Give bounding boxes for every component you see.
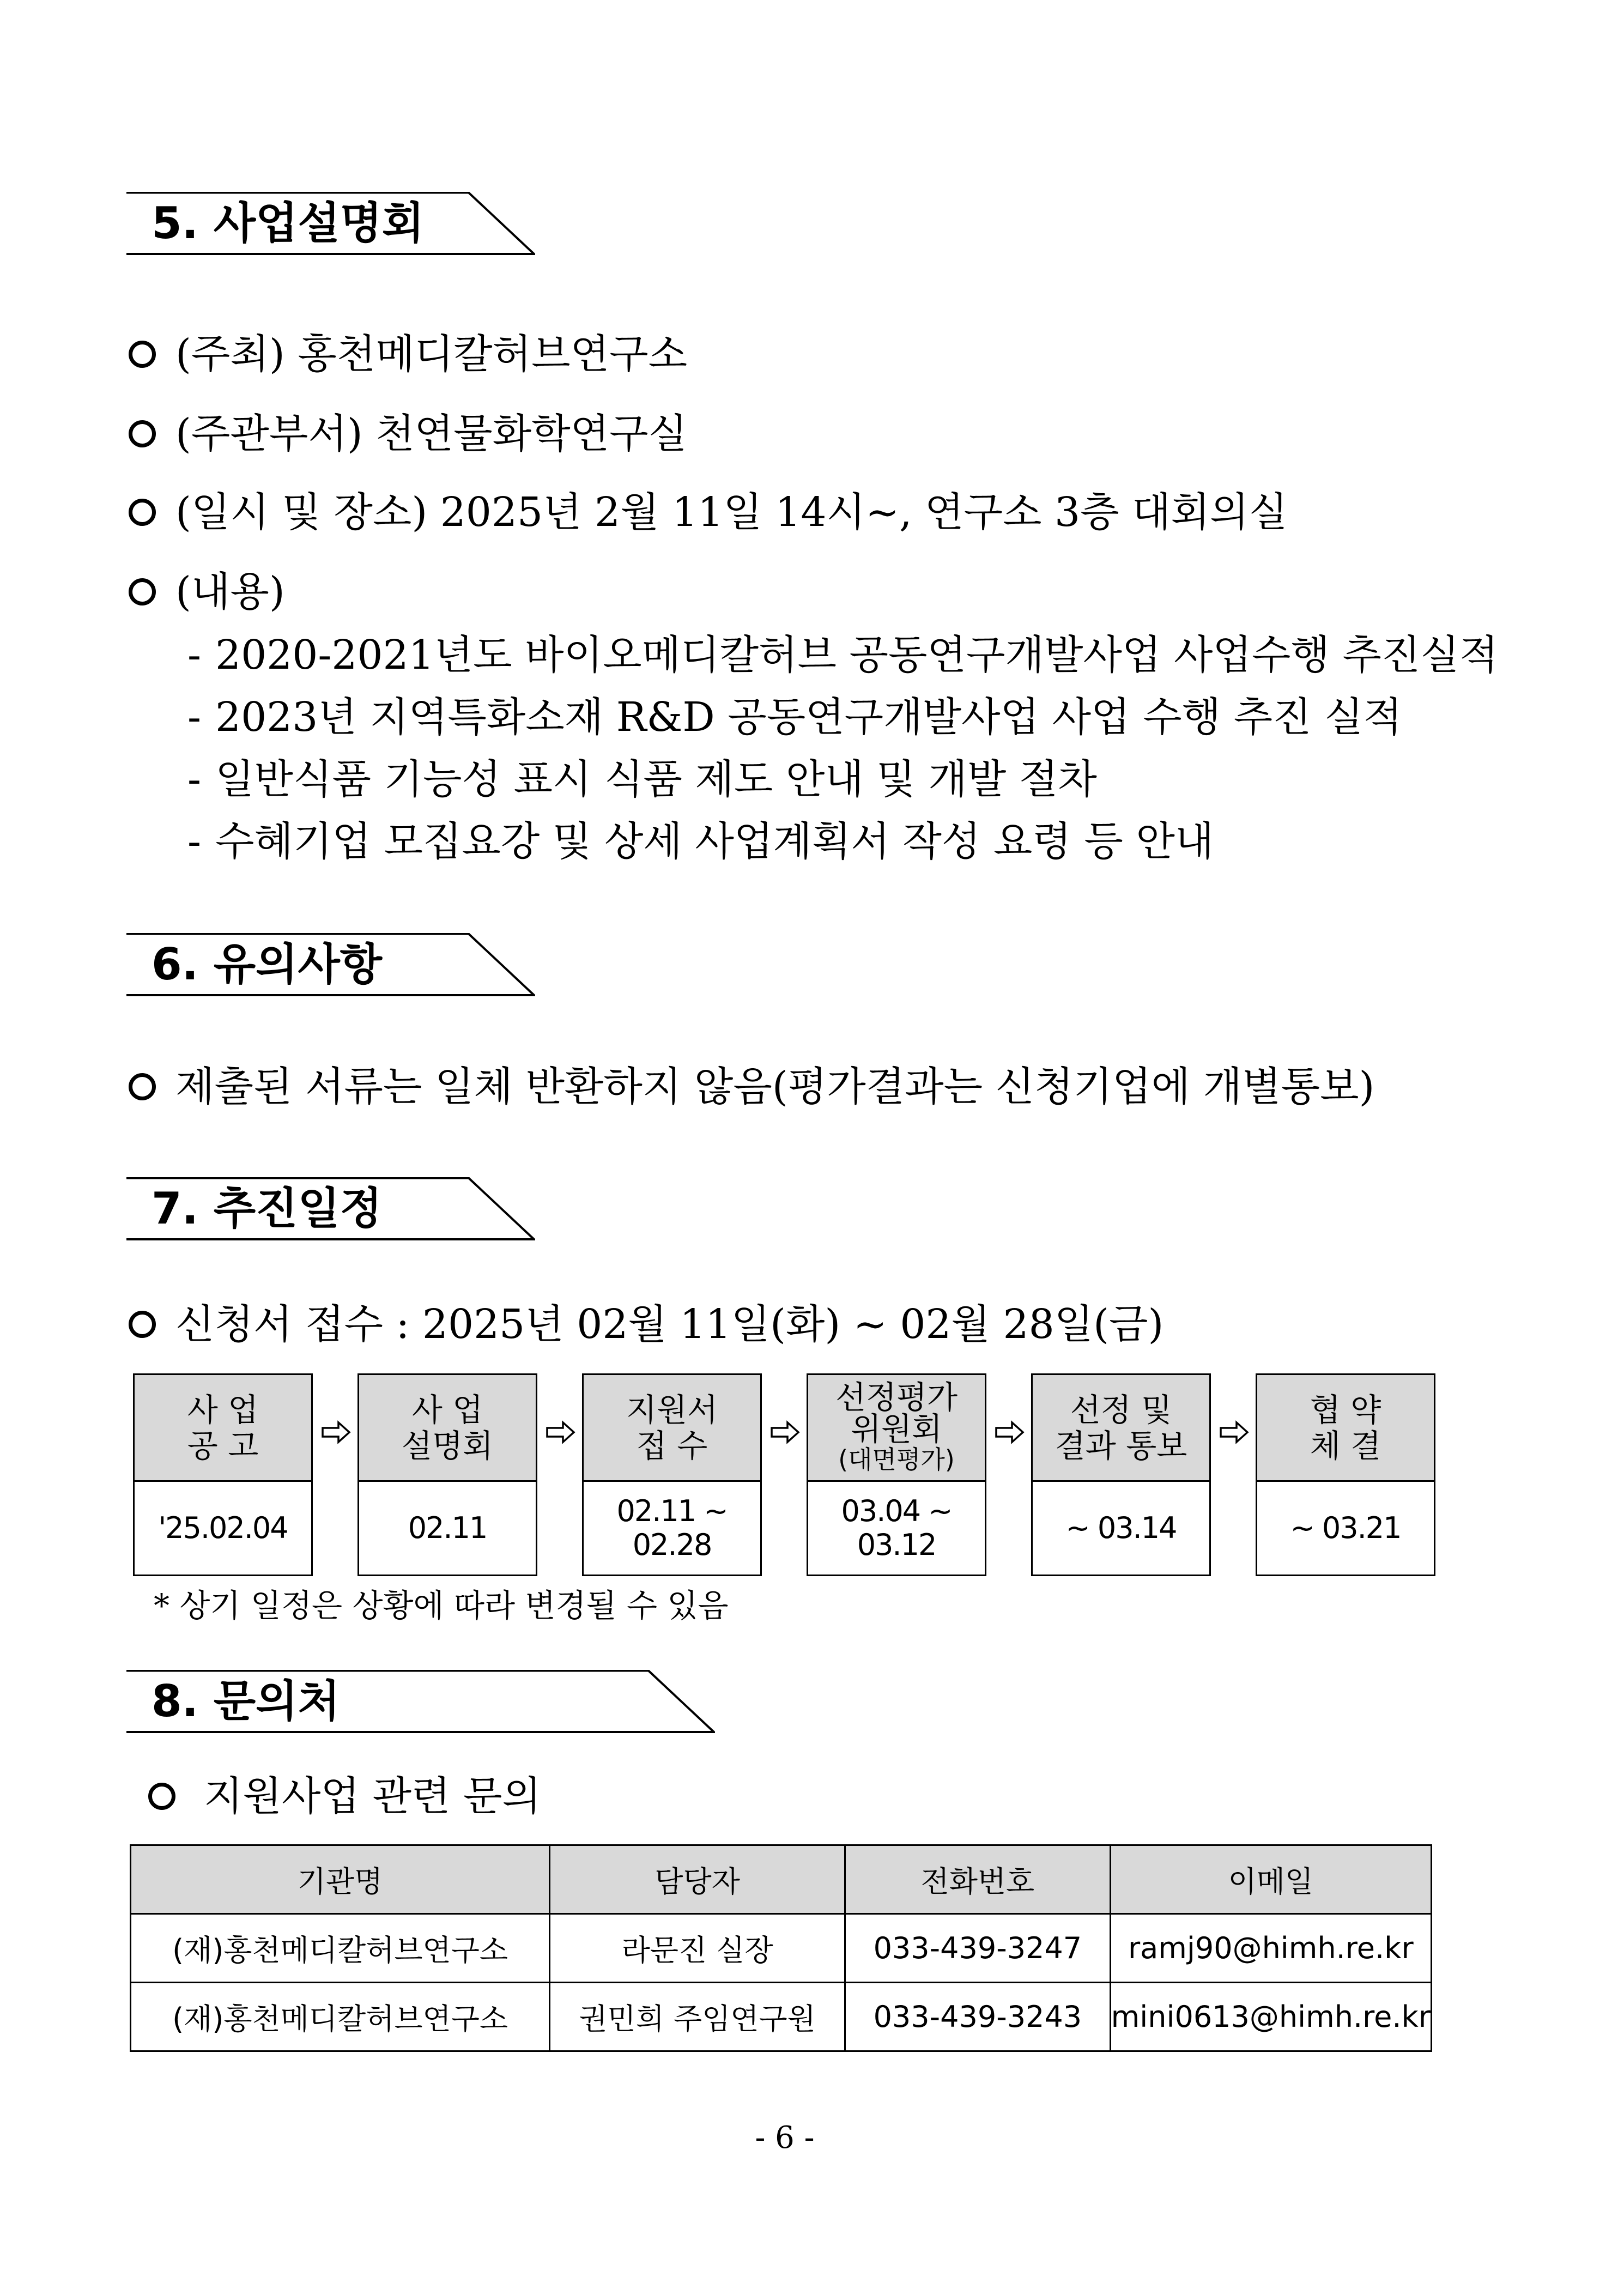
step-date: ~ 03.21 [1290, 1511, 1401, 1545]
section-title: 6. 유의사항 [152, 939, 383, 990]
step-title: 사 업 설명회 [359, 1375, 536, 1482]
section-title: 8. 문의처 [152, 1676, 340, 1727]
bullet-item: (내용) [129, 565, 285, 619]
circle-bullet-icon [129, 1073, 156, 1100]
content-item: - 일반식품 기능성 표시 식품 제도 안내 및 개발 절차 [187, 756, 1097, 803]
email-cell: ramj90@himh.re.kr [1110, 1914, 1431, 1983]
step-title: 지원서 접 수 [584, 1375, 760, 1482]
circle-bullet-icon [129, 341, 156, 368]
step-date: 02.11 [408, 1511, 487, 1545]
column-header: 전화번호 [845, 1845, 1111, 1914]
email-cell: mini0613@himh.re.kr [1110, 1983, 1431, 2051]
phone-cell: 033-439-3247 [845, 1914, 1111, 1983]
schedule-note: * 상기 일정은 상황에 따라 변경될 수 있음 [154, 1587, 729, 1624]
section-header-7 [126, 1177, 535, 1240]
contact-table [130, 1844, 1432, 2052]
schedule-step [133, 1373, 313, 1576]
arrow-right-icon [770, 1420, 801, 1444]
bullet-item: 제출된 서류는 일체 반환하지 않음(평가결과는 신청기업에 개별통보) [129, 1059, 1374, 1114]
bullet-item: (일시 및 장소) 2025년 2월 11일 14시~, 연구소 3층 대회의실 [129, 485, 1288, 540]
bullet-item: (주최) 홍천메디칼허브연구소 [129, 327, 687, 382]
content-item: - 수혜기업 모집요강 및 상세 사업계획서 작성 요령 등 안내 [187, 818, 1214, 865]
schedule-step [357, 1373, 537, 1576]
step-title: 선정 및 결과 통보 [1033, 1375, 1209, 1482]
content-item: - 2023년 지역특화소재 R&D 공동연구개발사업 사업 수행 추진 실적 [187, 694, 1403, 741]
arrow-right-icon [546, 1420, 576, 1444]
schedule-step [582, 1373, 762, 1576]
section-header-6 [126, 933, 535, 996]
column-header: 이메일 [1110, 1845, 1431, 1914]
step-date: 03.04 ~ 03.12 [841, 1494, 952, 1562]
step-date: ~ 03.14 [1065, 1511, 1177, 1545]
arrow-right-icon [321, 1420, 352, 1444]
circle-bullet-icon [129, 499, 156, 526]
content-item: - 2020-2021년도 바이오메디칼허브 공동연구개발사업 사업수행 추진실적 [187, 632, 1499, 679]
arrow-right-icon [995, 1420, 1025, 1444]
arrow-right-icon [1219, 1420, 1250, 1444]
step-date: 02.11 ~ 02.28 [616, 1494, 728, 1562]
bullet-item: (주관부서) 천연물화학연구실 [129, 407, 687, 461]
table-row [131, 1914, 1432, 1983]
phone-cell: 033-439-3243 [845, 1983, 1111, 2051]
section-title: 5. 사업설명회 [152, 198, 425, 249]
bullet-item: 신청서 접수 : 2025년 02월 11일(화) ~ 02월 28일(금) [129, 1297, 1164, 1352]
contact-person-cell: 라문진 실장 [550, 1914, 845, 1983]
table-header-row [131, 1845, 1432, 1914]
section-title: 7. 추진일정 [152, 1183, 383, 1234]
schedule-step [807, 1373, 986, 1576]
column-header: 기관명 [131, 1845, 550, 1914]
step-date: '25.02.04 [158, 1511, 288, 1545]
circle-bullet-icon [129, 420, 156, 447]
circle-bullet-icon [129, 578, 156, 605]
step-title: 사 업 공 고 [135, 1375, 311, 1482]
circle-bullet-icon [129, 1311, 156, 1338]
page-number: - 6 - [755, 2120, 815, 2155]
schedule-step [1031, 1373, 1211, 1576]
org-cell: (재)홍천메디칼허브연구소 [131, 1983, 550, 2051]
circle-bullet-icon [148, 1783, 175, 1810]
section-header-5 [126, 192, 535, 255]
table-row [131, 1983, 1432, 2051]
org-cell: (재)홍천메디칼허브연구소 [131, 1914, 550, 1983]
column-header: 담당자 [550, 1845, 845, 1914]
step-title: 선정평가 위원회 (대면평가) [808, 1375, 985, 1482]
bullet-item: 지원사업 관련 문의 [148, 1769, 541, 1824]
step-title: 협 약 체 결 [1257, 1375, 1434, 1482]
schedule-step [1256, 1373, 1435, 1576]
contact-person-cell: 권민희 주임연구원 [550, 1983, 845, 2051]
section-header-8 [126, 1670, 715, 1733]
